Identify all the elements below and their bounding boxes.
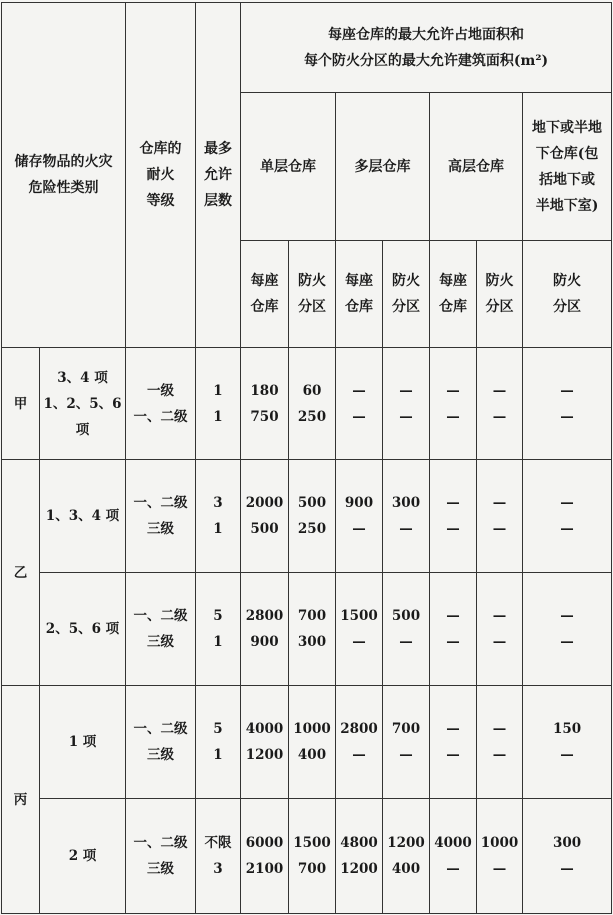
header-single-story: 单层仓库 xyxy=(241,93,336,241)
single-zone-cell: 1000 400 xyxy=(289,686,336,799)
single-zone-cell: 500 250 xyxy=(289,460,336,573)
warehouse-area-table xyxy=(1,2,612,914)
multi-building-cell: 4800 1200 xyxy=(336,799,383,914)
header-high-rise: 高层仓库 xyxy=(430,93,523,241)
group-label: 甲 xyxy=(2,348,40,460)
table-row xyxy=(2,686,612,799)
table-row xyxy=(2,460,612,573)
header-single-per-building: 每座 仓库 xyxy=(241,241,289,348)
single-building-cell: 180 750 xyxy=(241,348,289,460)
multi-building-cell: 2800 — xyxy=(336,686,383,799)
header-underground: 地下或半地 下仓库(包 括地下或 半地下室) xyxy=(523,93,612,241)
multi-building-cell: — — xyxy=(336,348,383,460)
single-building-cell: 2000 500 xyxy=(241,460,289,573)
floors-cell: 5 1 xyxy=(196,573,241,686)
multi-building-cell: 900 — xyxy=(336,460,383,573)
floors-cell: 3 1 xyxy=(196,460,241,573)
grade-cell: 一、二级 三级 xyxy=(126,799,196,914)
table-row xyxy=(2,348,612,460)
grade-cell: 一、二级 三级 xyxy=(126,686,196,799)
high-zone-cell: — — xyxy=(477,686,523,799)
single-building-cell: 4000 1200 xyxy=(241,686,289,799)
item-cell: 1、3、4 项 xyxy=(40,460,126,573)
header-fire-resistance: 仓库的 耐火 等级 xyxy=(126,3,196,348)
item-cell: 1 项 xyxy=(40,686,126,799)
single-building-cell: 6000 2100 xyxy=(241,799,289,914)
item-cell: 2 项 xyxy=(40,799,126,914)
floors-cell: 1 1 xyxy=(196,348,241,460)
header-max-floors: 最多 允许 层数 xyxy=(196,3,241,348)
multi-zone-cell: 500 — xyxy=(383,573,430,686)
single-building-cell: 2800 900 xyxy=(241,573,289,686)
group-label: 乙 xyxy=(2,460,40,686)
high-building-cell: — — xyxy=(430,348,477,460)
high-zone-cell: 1000 — xyxy=(477,799,523,914)
under-zone-cell: 300 — xyxy=(523,799,612,914)
header-area-group: 每座仓库的最大允许占地面积和 每个防火分区的最大允许建筑面积(m²) xyxy=(241,3,612,93)
high-building-cell: — — xyxy=(430,573,477,686)
single-zone-cell: 700 300 xyxy=(289,573,336,686)
high-building-cell: — — xyxy=(430,460,477,573)
multi-zone-cell: 700 — xyxy=(383,686,430,799)
table-row xyxy=(2,799,612,914)
high-zone-cell: — — xyxy=(477,460,523,573)
item-cell: 2、5、6 项 xyxy=(40,573,126,686)
single-zone-cell: 60 250 xyxy=(289,348,336,460)
under-zone-cell: — — xyxy=(523,573,612,686)
floors-cell: 不限 3 xyxy=(196,799,241,914)
grade-cell: 一级 一、二级 xyxy=(126,348,196,460)
header-high-fire-zone: 防火 分区 xyxy=(477,241,523,348)
header-high-per-building: 每座 仓库 xyxy=(430,241,477,348)
table-row xyxy=(2,573,612,686)
under-zone-cell: — — xyxy=(523,348,612,460)
header-multi-per-building: 每座 仓库 xyxy=(336,241,383,348)
header-single-fire-zone: 防火 分区 xyxy=(289,241,336,348)
multi-zone-cell: — — xyxy=(383,348,430,460)
header-category: 储存物品的火灾 危险性类别 xyxy=(2,3,126,348)
grade-cell: 一、二级 三级 xyxy=(126,573,196,686)
multi-zone-cell: 300 — xyxy=(383,460,430,573)
high-zone-cell: — — xyxy=(477,348,523,460)
high-zone-cell: — — xyxy=(477,573,523,686)
single-zone-cell: 1500 700 xyxy=(289,799,336,914)
header-under-fire-zone: 防火 分区 xyxy=(523,241,612,348)
multi-building-cell: 1500 — xyxy=(336,573,383,686)
header-multi-fire-zone: 防火 分区 xyxy=(383,241,430,348)
high-building-cell: 4000 — xyxy=(430,799,477,914)
header-multi-story: 多层仓库 xyxy=(336,93,430,241)
floors-cell: 5 1 xyxy=(196,686,241,799)
item-cell: 3、4 项 1、2、5、6 项 xyxy=(40,348,126,460)
group-label: 丙 xyxy=(2,686,40,914)
multi-zone-cell: 1200 400 xyxy=(383,799,430,914)
grade-cell: 一、二级 三级 xyxy=(126,460,196,573)
high-building-cell: — — xyxy=(430,686,477,799)
under-zone-cell: 150 — xyxy=(523,686,612,799)
under-zone-cell: — — xyxy=(523,460,612,573)
